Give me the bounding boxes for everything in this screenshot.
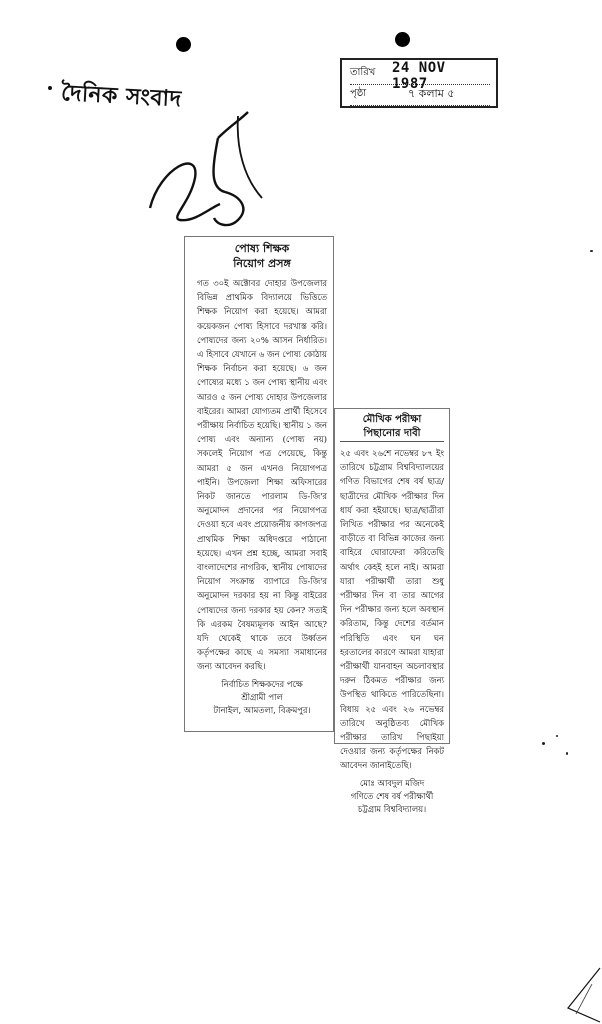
stamp-page-value: ৭ কলাম ৫	[408, 87, 455, 100]
article2-sig-line3: চট্টগ্রাম বিশ্ববিদ্যালয়।	[357, 803, 427, 814]
page-corner-fold	[562, 964, 602, 1024]
clipping-letter-exam	[334, 408, 450, 814]
article1-headline-line2: নিয়োগ প্রসঙ্গ	[233, 257, 291, 270]
article1-body: গত ৩০ই অক্টোবর দোহার উপজেলার বিভিন্ন প্রাথমিক বিদ্যালয়ে ভিত্তিতে শিক্ষক নিয়োগ করা হয়েছে। আমরা কয়েকজন পোষ্য হিসাবে দরখাস্ত করি। পোষ্যদের জন্য ২০% আসন নির্ধারিত। এ হিসাবে যেখানে ৬ জন পোষ্য কোঠায় শিক্ষক নির্বাচন করা হয়েছে। ৬ জন পোষ্যের মধ্যে ১ জন পোষ্য স্থানীয় এবং আরও ৫ জন পোষ্য দোহার উপজেলার বাইরের। আমরা যোগ্যতম প্রার্থী হিসেবে পরীক্ষায় নির্বাচিত হয়েছি। স্থানীয় ১ জন পোষ্য এবং অন্যান্য (পোষ্য নয়) সকলেই নিয়োগ পত্র পেয়েছে, কিন্তু আমরা ৫ জন এখনও নিয়োগপত্র পাইনি। উপজেলা শিক্ষা অফিসারের নিকট জানতে পারলাম ডি-জি'র অনুমোদন প্রদানের পর নিয়োগপত্র দেওয়া হবে এবং প্রয়োজনীয় কাগজপত্র প্রাথমিক শিক্ষা অধিদপ্তরে পাঠানো হয়েছে। এখন প্রশ্ন হচ্ছে, আমরা সবাই বাংলাদেশের নাগরিক, স্থানীয় পোষ্যদের নিয়োগ সংক্রান্ত ব্যাপারে ডি-জি'র অনুমোদন দরকার হয় না কিন্তু বাইরের পোষ্যদের জন্য দরকার হয় কেন? সত্যই কি এরকম বৈষম্যমূলক আইন আছে? যদি থেকেই থাকে তবে উর্ধ্বতন কর্তৃপক্ষের কাছে এ সমস্যা সমাধানের জন্য আবেদন করছি।	[197, 278, 327, 672]
stamp-date-label: তারিখ	[350, 67, 376, 78]
punch-hole-right	[395, 32, 410, 47]
article1-headline-line1: পোষ্য শিক্ষক	[234, 242, 290, 255]
stamp-page-label: পৃষ্ঠা	[350, 88, 367, 99]
scan-speck	[542, 742, 545, 745]
article2-signature	[340, 777, 444, 816]
article2-headline-line2: পিছানোর দাবী	[340, 427, 444, 442]
handwritten-number	[140, 108, 280, 238]
clipping-letter-teachers	[184, 236, 334, 732]
stamp-date-value: 24 NOV 1987	[392, 60, 446, 92]
article1-sig-line1: নির্বাচিত শিক্ষকদের পক্ষে	[221, 678, 303, 689]
article1-sig-line2: শ্রীগ্রামী পাল	[241, 691, 283, 702]
article2-body: ২৫ এবং ২৬শে নভেম্বর ৮৭ ইং তারিখে চট্টগ্রাম বিশ্ববিদ্যালয়ের গণিত বিভাগের শেষ বর্ষ ছাত্র/ ছাত্রীদের মৌখিক পরীক্ষার দিন ধার্য করা হইয়াছে। ছাত্র/ছাত্রীরা লিখিত পরীক্ষার পর অনেকেই বাড়ীতে বা বিভিন্ন কাজের জন্য বাহিরে ঘোরাফেরা করিতেছি অর্থাৎ কেহই হলে নাই। আমরা যারা পরীক্ষার্থী তারা শুধু পরীক্ষার দিন বা তার আগের দিন পরীক্ষার জন্য হলে অবস্থান করিতাম, কিন্তু দেশের বর্তমান পরিস্থিতি এবং ঘন ঘন হরতালের কারণে আমরা যাহারা পরীক্ষার্থী যানবাহন অচলাবস্থার দরুন ঠিকমত পরীক্ষার জন্য উপস্থিত থাকিতে পারিতেছিনা। বিধায় ২৫ এবং ২৬ নভেম্বর তারিখে অনুষ্ঠিতব্য মৌখিক পরীক্ষার তারিখ পিছাইয়া দেওয়ার জন্য কর্তৃপক্ষের নিকট আবেদন জানাইতেছি।	[340, 448, 444, 771]
article1-sig-line3: টানাইল, আমতলা, বিক্রমপুর।	[213, 704, 311, 715]
scan-speck	[590, 250, 593, 252]
article2-sig-line2: গণিতে শেষ বর্ষ পরীক্ষার্থী	[350, 790, 434, 801]
newspaper-masthead: দৈনিক সংবাদ	[60, 79, 183, 113]
punch-hole-left	[176, 37, 191, 52]
scan-speck	[556, 735, 558, 737]
article1-signature	[197, 678, 327, 717]
date-stamp	[340, 58, 498, 108]
article2-sig-line1: মোঃ আবদুল মজিদ	[359, 777, 425, 788]
bullet-mark	[48, 86, 52, 90]
article2-headline-line1: মৌখিক পরীক্ষা	[362, 414, 422, 425]
scan-speck	[566, 752, 568, 755]
